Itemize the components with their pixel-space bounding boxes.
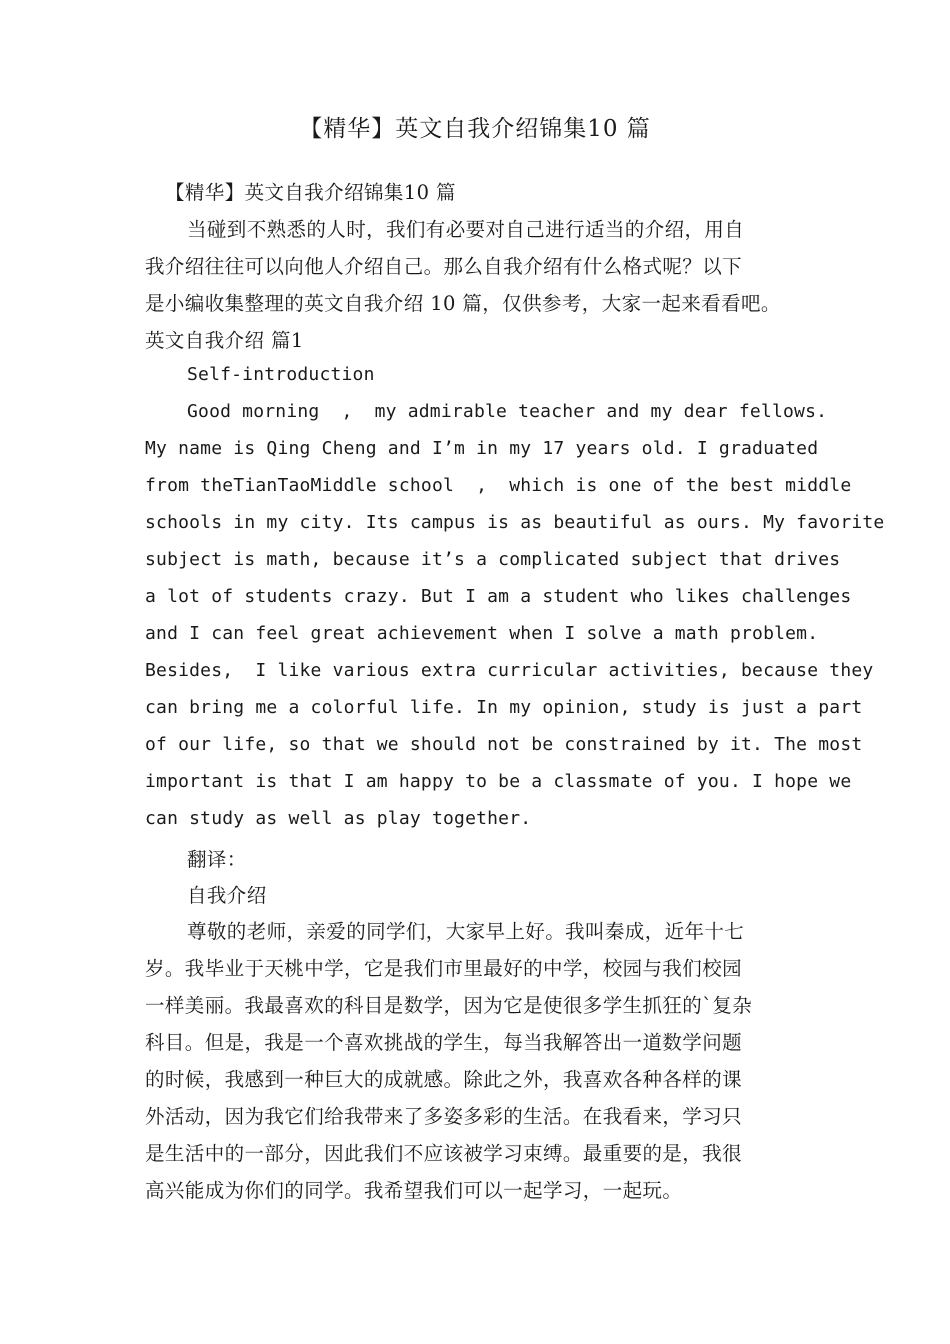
- english-line-11: important is that I am happy to be a classmate of you. I hope we: [145, 771, 852, 792]
- english-line-12: can study as well as play together.: [145, 808, 532, 829]
- english-line-5: subject is math, because it’s a complicated subject that drives: [145, 549, 841, 570]
- translation-line-3: 一样美丽。我最喜欢的科目是数学，因为它是使很多学生抓狂的`复杂: [145, 994, 753, 1017]
- intro-line-1: 当碰到不熟悉的人时，我们有必要对自己进行适当的介绍，用自: [187, 218, 745, 241]
- english-heading: Self-introduction: [187, 364, 375, 385]
- document-title: 【精华】英文自我介绍锦集10 篇: [299, 116, 651, 142]
- section-heading-1: 英文自我介绍 篇1: [145, 329, 304, 352]
- subtitle-line: 【精华】英文自我介绍锦集10 篇: [165, 181, 456, 204]
- translation-line-5: 的时候，我感到一种巨大的成就感。除此之外，我喜欢各种各样的课: [145, 1068, 743, 1091]
- english-line-7: and I can feel great achievement when I solve a math problem.: [145, 623, 819, 644]
- english-line-9: can bring me a colorful life. In my opinion, study is just a part: [145, 697, 863, 718]
- english-line-10: of our life, so that we should not be constrained by it. The most: [145, 734, 863, 755]
- intro-line-3: 是小编收集整理的英文自我介绍 10 篇，仅供参考，大家一起来看看吧。: [145, 292, 781, 315]
- english-line-2: My name is Qing Cheng and I’m in my 17 years old. I graduated: [145, 438, 819, 459]
- english-line-6: a lot of students crazy. But I am a student who likes challenges: [145, 586, 852, 607]
- intro-line-2: 我介绍往往可以向他人介绍自己。那么自我介绍有什么格式呢？以下: [145, 255, 743, 278]
- english-line-1: Good morning , my admirable teacher and my dear fellows.: [187, 401, 828, 422]
- english-line-8: Besides, I like various extra curricular activities, because they: [145, 660, 874, 681]
- translation-heading: 自我介绍: [187, 884, 267, 907]
- translation-line-1: 尊敬的老师，亲爱的同学们，大家早上好。我叫秦成，近年十七: [187, 920, 745, 943]
- translation-line-8: 高兴能成为你们的同学。我希望我们可以一起学习，一起玩。: [145, 1179, 683, 1202]
- translation-line-6: 外活动，因为我它们给我带来了多姿多彩的生活。在我看来，学习只: [145, 1105, 743, 1128]
- translation-line-7: 是生活中的一部分，因此我们不应该被学习束缚。最重要的是，我很: [145, 1142, 743, 1165]
- translation-line-4: 科目。但是，我是一个喜欢挑战的学生，每当我解答出一道数学问题: [145, 1031, 743, 1054]
- english-line-3: from theTianTaoMiddle school , which is one of the best middle: [145, 475, 852, 496]
- english-line-4: schools in my city. Its campus is as beautiful as ours. My favorite: [145, 512, 885, 533]
- translation-label: 翻译：: [187, 848, 247, 871]
- translation-line-2: 岁。我毕业于天桃中学，它是我们市里最好的中学，校园与我们校园: [145, 957, 743, 980]
